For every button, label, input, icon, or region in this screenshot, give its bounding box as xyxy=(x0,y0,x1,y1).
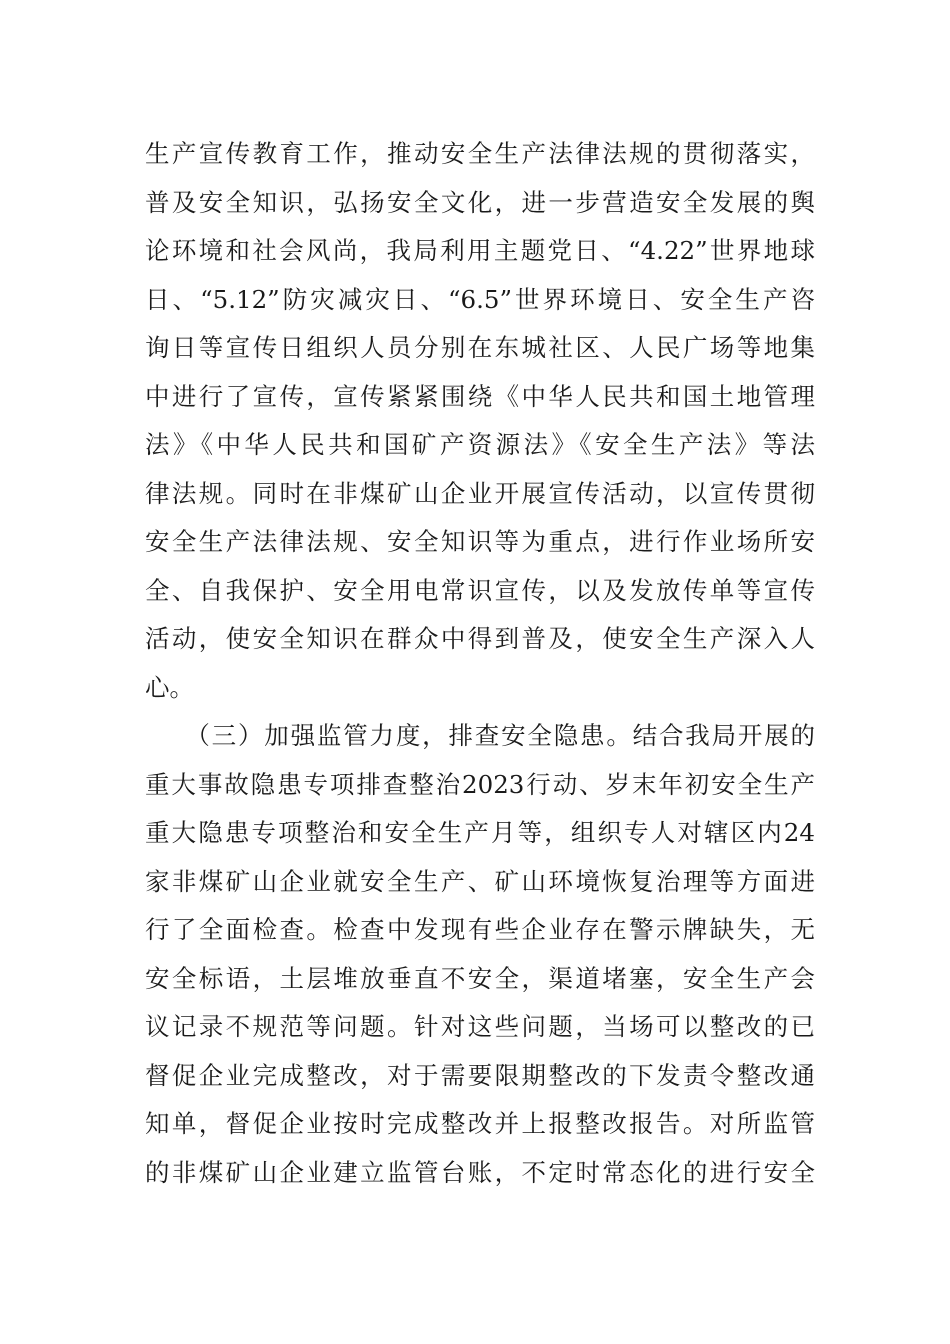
text-line: 知单，督促企业按时完成整改并上报整改报告。对所监管 xyxy=(145,1109,815,1138)
text-line: 重大事故隐患专项排查整治2023行动、岁末年初安全生产 xyxy=(145,769,815,799)
text-line: 重大隐患专项整治和安全生产月等，组织专人对辖区内24 xyxy=(145,818,815,847)
text-line: 律法规。同时在非煤矿山企业开展宣传活动，以宣传贯彻 xyxy=(145,478,815,508)
text-line: 安全生产法律法规、安全知识等为重点，进行作业场所安 xyxy=(145,527,815,556)
body-text xyxy=(145,130,815,1197)
text-line: 家非煤矿山企业就安全生产、矿山环境恢复治理等方面进 xyxy=(145,866,815,896)
text-line: 督促企业完成整改，对于需要限期整改的下发责令整改通 xyxy=(145,1060,815,1090)
text-line: 法》《中华人民共和国矿产资源法》《安全生产法》等法 xyxy=(145,430,815,459)
text-line: 行了全面检查。检查中发现有些企业存在警示牌缺失，无 xyxy=(145,915,815,944)
text-line: 活动，使安全知识在群众中得到普及，使安全生产深入人 xyxy=(145,624,815,653)
text-line: 议记录不规范等问题。针对这些问题，当场可以整改的已 xyxy=(145,1012,815,1041)
text-line: 生产宣传教育工作，推动安全生产法律法规的贯彻落实， xyxy=(145,139,815,168)
text-line: 普及安全知识，弘扬安全文化，进一步营造安全发展的舆 xyxy=(145,187,815,217)
text-line: 中进行了宣传，宣传紧紧围绕《中华人民共和国土地管理 xyxy=(145,381,815,411)
text-line: 安全标语，土层堆放垂直不安全，渠道堵塞，安全生产会 xyxy=(145,963,815,993)
text-line: 询日等宣传日组织人员分别在东城社区、人民广场等地集 xyxy=(145,333,815,362)
text-line: 论环境和社会风尚，我局利用主题党日、“4.22”世界地球 xyxy=(145,236,815,265)
section-heading-line: （三）加强监管力度，排查安全隐患。结合我局开展的 xyxy=(145,721,815,750)
text-line: 日、“5.12”防灾减灾日、“6.5”世界环境日、安全生产咨 xyxy=(145,284,815,314)
text-line: 全、自我保护、安全用电常识宣传，以及发放传单等宣传 xyxy=(145,575,815,605)
text-line: 的非煤矿山企业建立监管台账，不定时常态化的进行安全 xyxy=(145,1157,815,1187)
paragraph-end-line: 心。 xyxy=(145,672,194,702)
